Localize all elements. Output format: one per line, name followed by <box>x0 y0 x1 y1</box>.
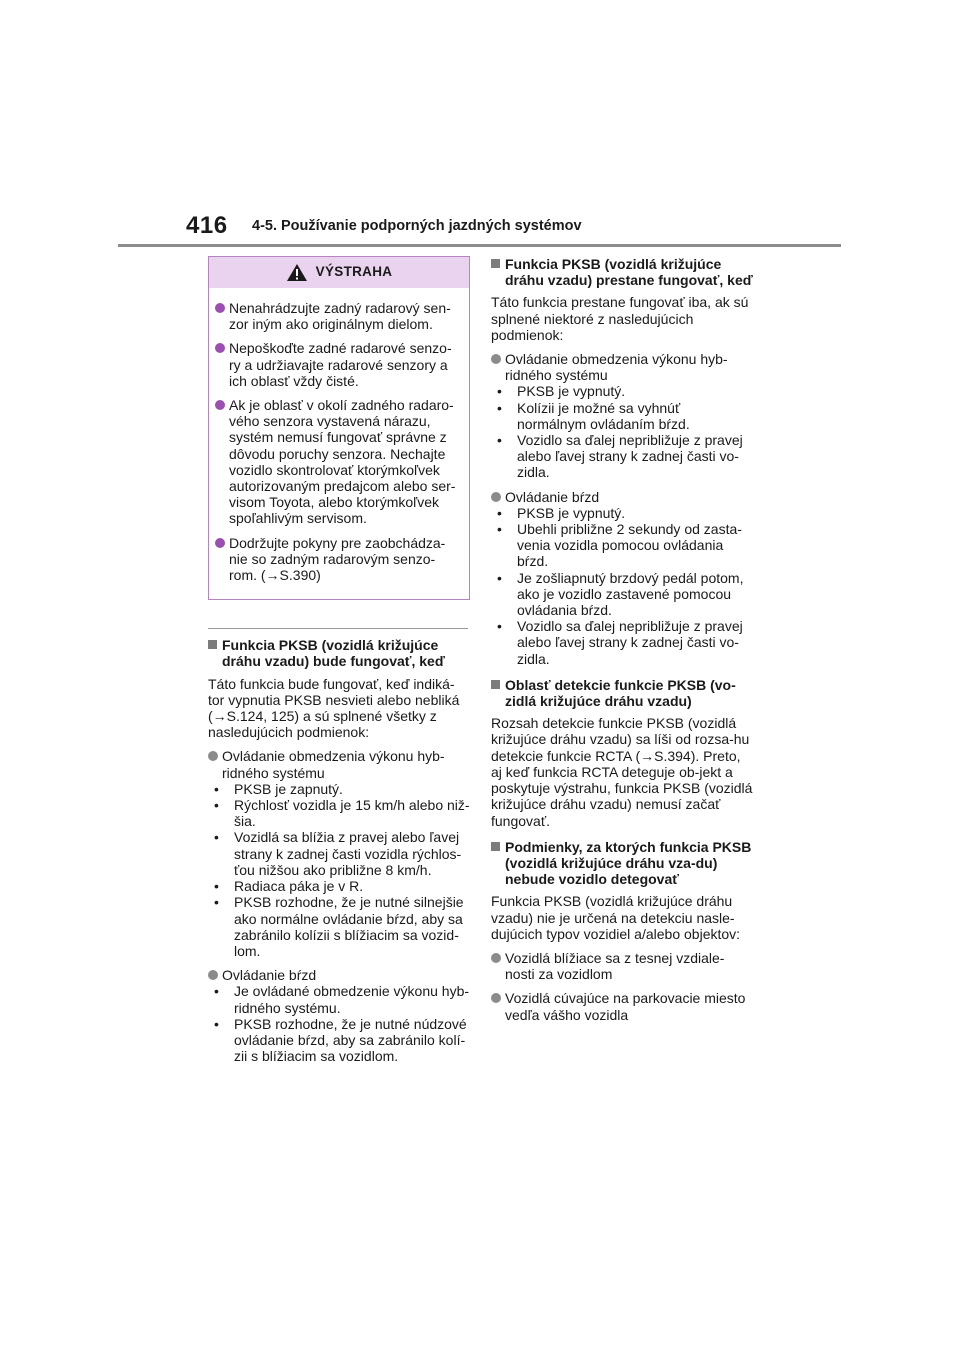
bullet-dot-icon <box>491 492 501 502</box>
list-item: • Radiaca páka je v R. <box>214 878 364 895</box>
condition-group <box>491 489 753 505</box>
section-heading: Podmienky, za ktorých funkcia PKSB (vozidlá križujúce dráhu vza-du) nebude vozidlo detegovať <box>491 839 753 888</box>
condition-group <box>208 967 470 983</box>
section-intro: Rozsah detekcie funkcie PKSB (vozidlá križujúce dráhu vzadu) sa líši od rozsa-hu detekcie funkcie RCTA (→S.394). Preto, aj keď funkcia RCTA deteguje ob-jekt a poskytuje výstrahu, funkcia PKSB (vozidlá križujúce dráhu vzadu) nemusí začať fungovať. <box>491 715 753 829</box>
section-intro: Funkcia PKSB (vozidlá križujúce dráhu vzadu) nie je určená na detekciu nasle-dujúcich typov vozidiel a/alebo objektov: <box>491 893 741 942</box>
group-label: Ovládanie bŕzd <box>222 967 317 984</box>
warning-box <box>208 256 470 600</box>
left-column <box>208 256 470 1064</box>
warning-item: Dodržujte pokyny pre zaobchádza-nie so zadným radarovým senzo-rom. (→S.390) <box>215 535 461 584</box>
warning-item: Ak je oblasť v okolí zadného radaro-vého senzora vystavená nárazu, systém nemusí fungovať správne z dôvodu poruchy senzora. Nechajte vozidlo skontrolovať ktorýmkoľvek autorizovaným predajcom alebo ser-visom Toyota, alebo ktorýmkoľvek spoľahlivým servisom. <box>215 397 461 527</box>
list-item: • Rýchlosť vozidla je 15 km/h alebo niž-šia. <box>214 797 470 830</box>
header-rule <box>118 244 841 247</box>
list-item: Vozidlá cúvajúce na parkovacie miesto vedľa vášho vozidla <box>491 990 753 1022</box>
page-number: 416 <box>186 212 228 239</box>
section-title: 4-5. Používanie podporných jazdných systémov <box>252 218 582 234</box>
section-heading: Oblasť detekcie funkcie PKSB (vo-zidlá križujúce dráhu vzadu) <box>491 677 753 709</box>
warning-body <box>209 288 469 599</box>
condition-list <box>208 983 470 1064</box>
list-item: • Ubehli približne 2 sekundy od zasta-venia vozidla pomocou ovládania bŕzd. <box>497 521 742 570</box>
list-item: • PKSB rozhodne, že je nutné silnejšie ako normálne ovládanie bŕzd, aby sa zabránilo kolízii s blížiacim sa vozid-lom. <box>214 894 464 959</box>
list-item: • PKSB je zapnutý. <box>214 780 343 797</box>
warning-item: Nepoškoďte zadné radarové senzo-ry a udržiavajte radarové senzory a ich oblasť vždy čisté. <box>215 340 461 389</box>
group-label: Ovládanie obmedzenia výkonu hyb-ridného systému <box>505 351 728 384</box>
list-item: • PKSB je vypnutý. <box>497 383 626 400</box>
bullet-dot-icon <box>491 354 501 364</box>
condition-list <box>208 781 470 959</box>
square-bullet-icon <box>491 259 500 268</box>
page-header <box>0 0 960 250</box>
list-item: • Vozidlo sa ďalej nepribližuje z pravej alebo ľavej strany k zadnej časti vo-zidla. <box>497 432 743 481</box>
square-bullet-icon <box>208 640 217 649</box>
bullet-dot-icon <box>215 303 225 313</box>
bullet-dot-icon <box>208 751 218 761</box>
list-item: • Kolízii je možné sa vyhnúť normálnym ovládaním bŕzd. <box>497 399 690 432</box>
square-bullet-icon <box>491 842 500 851</box>
section-heading: Funkcia PKSB (vozidlá križujúce dráhu vzadu) bude fungovať, keď <box>208 637 470 669</box>
group-label: Ovládanie obmedzenia výkonu hyb-ridného systému <box>222 748 445 781</box>
bullet-dot-icon <box>215 343 225 353</box>
bullet-dot-icon <box>491 953 501 963</box>
warning-item: Nenahrádzujte zadný radarový sen-zor iným ako originálnym dielom. <box>215 300 461 332</box>
condition-group <box>208 748 470 780</box>
list-item: • PKSB je vypnutý. <box>497 504 626 521</box>
warning-title: VÝSTRAHA <box>315 264 393 280</box>
bullet-dot-icon <box>215 538 225 548</box>
bullet-dot-icon <box>208 970 218 980</box>
list-item: • PKSB rozhodne, že je nutné núdzové ovládanie bŕzd, aby sa zabránilo kolí-zii s blížiacim sa vozidlom. <box>214 1015 467 1065</box>
right-column <box>491 256 753 1031</box>
condition-list <box>491 383 753 480</box>
section-divider <box>208 628 468 629</box>
warning-triangle-icon <box>286 263 308 282</box>
section-intro: Táto funkcia prestane fungovať iba, ak sú splnené niektoré z nasledujúcich podmienok: <box>491 294 749 343</box>
condition-list <box>491 505 753 667</box>
list-item: • Je zošliapnutý brzdový pedál potom, ako je vozidlo zastavené pomocou ovládania bŕzd. <box>497 569 744 619</box>
section-intro: Táto funkcia bude fungovať, keď indiká-tor vypnutia PKSB nesvieti alebo nebliká (→S.124, 125) a sú splnené všetky z nasledujúcich podmienok: <box>208 675 460 741</box>
condition-group <box>491 351 753 383</box>
list-item: Vozidlá blížiace sa z tesnej vzdiale-nosti za vozidlom <box>491 950 753 982</box>
warning-header <box>209 257 469 288</box>
list-item: • Vozidlá sa blížia z pravej alebo ľavej strany k zadnej časti vozidla rýchlos-ťou nižšou ako približne 8 km/h. <box>214 829 462 878</box>
list-item: • Vozidlo sa ďalej nepribližuje z pravej alebo ľavej strany k zadnej časti vo-zidla. <box>497 618 743 667</box>
group-label: Ovládanie bŕzd <box>505 488 600 505</box>
list-item: • Je ovládané obmedzenie výkonu hyb-ridného systému. <box>214 983 470 1016</box>
bullet-dot-icon <box>491 993 501 1003</box>
section-heading: Funkcia PKSB (vozidlá križujúce dráhu vzadu) prestane fungovať, keď <box>491 256 753 288</box>
square-bullet-icon <box>491 680 500 689</box>
bullet-dot-icon <box>215 400 225 410</box>
